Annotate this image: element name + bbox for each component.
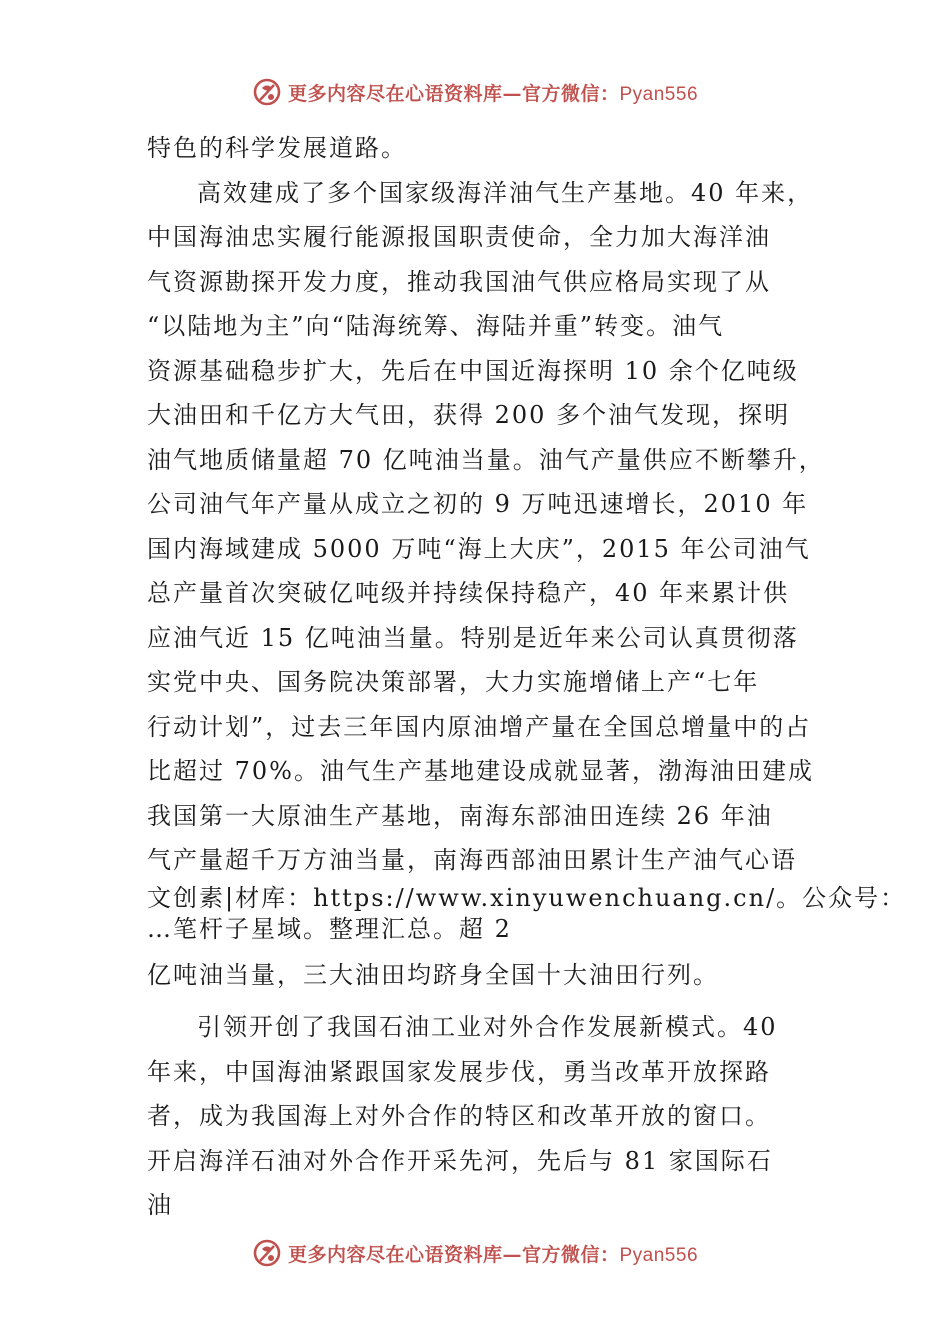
text-line: 中国海油忠实履行能源报国职责使命，全力加大海洋油 [147, 223, 771, 251]
text-line: 油气地质储量超 70 亿吨油当量。油气产量供应不断攀升， [147, 445, 825, 474]
brand-logo-icon [252, 77, 282, 107]
text-line: 亿吨油当量，三大油田均跻身全国十大油田行列。 [147, 960, 719, 989]
header-banner [0, 72, 950, 112]
header-banner-wechat: Pyan556 [619, 83, 699, 105]
text-line: 行动计划”，过去三年国内原油增产量在全国总增量中的占 [147, 712, 812, 741]
text-line: 应油气近 15 亿吨油当量。特别是近年来公司认真贯彻落 [147, 623, 799, 652]
text-line: …笔杆子星域。整理汇总。超 2 [147, 914, 512, 943]
brand-logo-icon [252, 1238, 282, 1268]
footer-banner [0, 1233, 950, 1273]
text-line: 高效建成了多个国家级海洋油气生产基地。40 年来， [197, 178, 814, 207]
text-line: 文创素|材库：https://www.xinyuwenchuang.cn/。公众号： [147, 883, 907, 912]
text-line: 引领开创了我国石油工业对外合作发展新模式。40 [197, 1013, 778, 1041]
text-line: “以陆地为主”向“陆海统筹、海陆并重”转变。油气 [147, 312, 725, 340]
text-line: 开启海洋石油对外合作开采先河，先后与 81 家国际石 [147, 1146, 773, 1175]
text-line: 大油田和千亿方大气田，获得 200 多个油气发现，探明 [147, 401, 791, 429]
text-line: 国内海域建成 5000 万吨“海上大庆”，2015 年公司油气 [147, 534, 811, 563]
document-body [147, 126, 907, 1228]
text-line: 油 [147, 1191, 173, 1219]
text-line: 实党中央、国务院决策部署，大力实施增储上产“七年 [147, 668, 760, 696]
text-line: 气资源勘探开发力度，推动我国油气供应格局实现了从 [147, 267, 771, 296]
text-line: 年来，中国海油紧跟国家发展步伐，勇当改革开放探路 [147, 1057, 771, 1086]
text-line: 特色的科学发展道路。 [147, 134, 407, 162]
text-line: 总产量首次突破亿吨级并持续保持稳产，40 年来累计供 [147, 579, 790, 607]
text-line: 比超过 70%。油气生产基地建设成就显著，渤海油田建成 [147, 757, 814, 785]
footer-banner-wechat: Pyan556 [619, 1244, 699, 1266]
header-banner-text: 更多内容尽在心语资料库—官方微信： [287, 82, 620, 105]
text-line: 资源基础稳步扩大，先后在中国近海探明 10 余个亿吨级 [147, 356, 799, 385]
text-line: 我国第一大原油生产基地，南海东部油田连续 26 年油 [147, 801, 773, 830]
footer-banner-text: 更多内容尽在心语资料库—官方微信： [287, 1243, 620, 1266]
text-line: 公司油气年产量从成立之初的 9 万吨迅速增长，2010 年 [147, 490, 809, 518]
text-line: 气产量超千万方油当量，南海西部油田累计生产油气心语 [147, 846, 797, 874]
text-line: 者，成为我国海上对外合作的特区和改革开放的窗口。 [147, 1102, 771, 1130]
